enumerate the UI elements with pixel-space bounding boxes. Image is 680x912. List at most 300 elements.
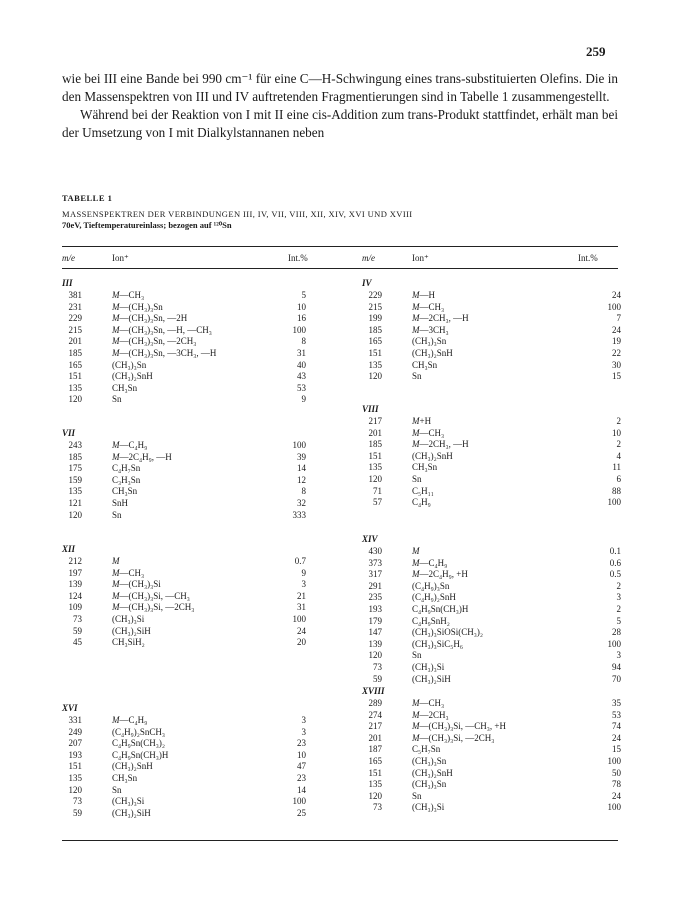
intensity-value: 24: [612, 790, 621, 801]
ion-value: (CH₃)₃Sn: [412, 779, 447, 790]
intensity-value: 100: [607, 301, 621, 312]
table-row: [362, 462, 621, 474]
intensity-value: 0.5: [609, 569, 621, 580]
intensity-value: 31: [297, 347, 306, 358]
mz-value: 165: [368, 755, 382, 766]
compound-block: [62, 542, 312, 649]
intensity-value: 100: [292, 613, 306, 624]
ion-value: M—2C₄H₉, —H: [112, 451, 172, 462]
ion-value: Sn: [112, 784, 122, 795]
intensity-value: 14: [297, 784, 306, 795]
ion-value: C₄H₇Sn: [112, 463, 141, 474]
table-row: [362, 744, 621, 756]
intensity-value: 100: [292, 796, 306, 807]
ion-value: (CH₃)₃Sn: [412, 336, 447, 347]
compound-block: [362, 684, 621, 814]
ion-value: M—(CH₃)₃Sn: [112, 301, 163, 312]
mz-value: 120: [368, 473, 382, 484]
intensity-value: 74: [612, 721, 621, 732]
table-row: [362, 427, 621, 440]
ion-value: Sn: [412, 473, 422, 484]
table-row: [362, 603, 621, 616]
mz-value: 243: [68, 440, 82, 450]
intensity-value: 21: [297, 590, 306, 601]
table-row: [362, 359, 621, 372]
table-row: [62, 394, 312, 406]
mz-value: 71: [373, 485, 382, 496]
mz-value: 147: [368, 627, 382, 638]
intensity-value: 8: [301, 336, 306, 347]
mz-value: 331: [68, 715, 82, 725]
mz-value: 73: [73, 613, 82, 624]
mz-value: 229: [68, 313, 82, 324]
ion-value: (CH₃)₃SiOSi(CH₃)₂: [412, 627, 484, 638]
table-row: [362, 650, 621, 662]
mz-value: 193: [368, 603, 382, 614]
ion-value: CH₃SiH₂: [112, 637, 145, 648]
mz-value: 59: [73, 625, 82, 636]
intensity-value: 4: [616, 450, 621, 461]
intensity-value: 39: [297, 451, 306, 462]
table-row: [362, 709, 621, 722]
compound-label: XII: [62, 544, 76, 554]
mz-value: 121: [68, 497, 82, 508]
intensity-value: 14: [297, 463, 306, 474]
mz-value: 57: [373, 497, 382, 508]
table-row: [62, 440, 312, 452]
mz-value: 139: [368, 638, 382, 649]
ion-value: (CH₃)₃Si: [112, 796, 145, 807]
ion-value: CH₃Sn: [412, 462, 438, 473]
intensity-value: 2: [616, 416, 621, 426]
intensity-value: 3: [301, 579, 306, 590]
intensity-value: 100: [292, 324, 306, 335]
compound-block: [62, 701, 312, 819]
ion-value: M—CH₃: [412, 698, 445, 708]
table-row: [62, 591, 312, 603]
table-row: [362, 497, 621, 509]
intensity-value: 23: [297, 738, 306, 749]
intensity-value: 3: [301, 726, 306, 737]
table-row: [62, 302, 312, 314]
table-top-rule: [62, 246, 618, 247]
mz-value: 120: [368, 650, 382, 661]
mz-value: 135: [368, 779, 382, 790]
mz-value: 193: [68, 749, 82, 760]
mz-value: 139: [68, 579, 82, 590]
table-row: [362, 615, 621, 628]
ion-value: C₅H₁₁: [412, 485, 434, 496]
intensity-value: 3: [616, 650, 621, 661]
table-title: MASSENSPEKTREN DER VERBINDUNGEN III, IV, VII, VIII, XII, XIV, XVI UND XVIII: [62, 209, 413, 219]
table-row: [362, 450, 621, 463]
mz-value: 235: [368, 592, 382, 603]
mz-value: 217: [368, 721, 382, 732]
table-row: [362, 347, 621, 360]
table-caption: [62, 193, 622, 231]
table-row: [362, 638, 621, 651]
compound-label: VIII: [362, 404, 379, 414]
mz-value: 59: [373, 673, 382, 684]
intensity-value: 24: [612, 324, 621, 335]
mz-value: 151: [368, 450, 382, 461]
table-subtitle: 70eV, Tieftemperatureinlass; bezogen auf ¹²⁰Sn: [62, 220, 232, 230]
table-row: [362, 779, 621, 791]
intensity-value: 23: [297, 772, 306, 783]
table-bottom-rule: [62, 840, 618, 841]
mz-value: 135: [368, 359, 382, 370]
compound-block: [62, 426, 312, 521]
intensity-value: 30: [612, 359, 621, 370]
intensity-value: 24: [612, 290, 621, 300]
table-row: [362, 790, 621, 803]
intensity-value: 50: [612, 767, 621, 778]
mz-value: 151: [368, 767, 382, 778]
intensity-value: 10: [297, 749, 306, 760]
mz-value: 199: [368, 313, 382, 324]
intensity-value: 20: [297, 637, 306, 648]
table-row: [362, 557, 621, 570]
ion-value: C₄H₉Sn(CH₃)₂: [112, 738, 166, 749]
compound-label: III: [62, 278, 73, 288]
intensity-value: 333: [292, 509, 306, 520]
mz-value: 151: [68, 371, 82, 382]
ion-value: M—(CH₃)₃Si, —CH₃, +H: [412, 721, 506, 732]
compound-label: XVIII: [362, 686, 385, 696]
intensity-value: 25: [297, 807, 306, 818]
intensity-value: 24: [612, 732, 621, 743]
ion-value: (CH₃)₃Si: [412, 661, 445, 672]
ion-value: CH₃Sn: [112, 772, 138, 783]
table-row: [362, 290, 621, 302]
table-row: [362, 336, 621, 348]
table-row: [62, 796, 312, 808]
mz-value: 109: [68, 602, 82, 613]
mz-value: 159: [68, 474, 82, 485]
ion-value: CH₃Sn: [112, 382, 138, 393]
ion-value: C₄H₉Sn(CH₃)H: [112, 749, 169, 760]
mz-value: 73: [73, 796, 82, 807]
table-row: [362, 416, 621, 428]
ion-value: M—H: [412, 290, 435, 300]
intensity-value: 100: [607, 755, 621, 766]
mz-value: 151: [68, 761, 82, 772]
mz-value: 215: [68, 324, 82, 335]
intensity-value: 100: [607, 638, 621, 649]
mz-value: 430: [368, 546, 382, 556]
intensity-value: 0.1: [609, 546, 621, 556]
table-row: [62, 750, 312, 762]
intensity-value: 3: [301, 715, 306, 725]
intensity-value: 100: [292, 440, 306, 450]
ion-value: Sn: [112, 394, 122, 405]
table-row: [62, 486, 312, 498]
ion-value: M—(CH₃)₃Sn, —3CH₃, —H: [112, 347, 217, 358]
mz-value: 231: [68, 301, 82, 312]
intensity-value: 10: [297, 301, 306, 312]
ion-value: Sn: [412, 650, 422, 661]
page-number: 259: [586, 44, 606, 59]
mz-value: 73: [373, 802, 382, 813]
mz-value: 215: [368, 301, 382, 312]
intensity-value: 0.6: [609, 557, 621, 568]
table-row: [62, 290, 312, 302]
mz-value: 120: [368, 790, 382, 801]
intensity-value: 47: [297, 761, 306, 772]
ion-value: (CH₃)₂SnH: [412, 347, 453, 358]
mz-value: 217: [368, 416, 382, 426]
mz-value: 135: [68, 382, 82, 393]
ion-value: (CH₃)₃SiC₅H₆: [412, 638, 464, 649]
ion-value: M—(CH₃)₃Si: [112, 579, 161, 590]
ion-value: M—CH₃: [112, 567, 145, 578]
mz-value: 201: [368, 732, 382, 743]
table-row: [62, 738, 312, 750]
mz-value: 135: [68, 772, 82, 783]
table-row: [62, 452, 312, 464]
ion-value: M+H: [412, 416, 432, 426]
ion-value: M—2CH₃: [412, 709, 449, 720]
table-row: [62, 325, 312, 337]
ion-value: (C₄H₉)₂SnH: [412, 592, 456, 603]
mz-value: 201: [68, 336, 82, 347]
table-row: [62, 463, 312, 475]
header-ion-left: Ion⁺: [112, 253, 129, 263]
intensity-value: 31: [297, 602, 306, 613]
table-row: [62, 602, 312, 614]
intensity-value: 43: [297, 371, 306, 382]
mz-value: 207: [68, 738, 82, 749]
intensity-value: 22: [612, 347, 621, 358]
mz-value: 120: [368, 371, 382, 382]
mz-value: 249: [68, 726, 82, 737]
table-row: [62, 579, 312, 591]
intensity-value: 15: [612, 371, 621, 382]
mz-value: 73: [373, 661, 382, 672]
intensity-value: 35: [612, 698, 621, 708]
ion-value: C₄H₉: [412, 497, 431, 508]
table-row: [62, 626, 312, 638]
mz-value: 59: [73, 807, 82, 818]
ion-value: M—(CH₃)₃Si, —2CH₃: [412, 732, 495, 743]
mz-value: 187: [368, 744, 382, 755]
table-row: [362, 732, 621, 745]
intensity-value: 88: [612, 485, 621, 496]
mz-value: 197: [68, 567, 82, 578]
table-row: [62, 475, 312, 487]
table-row: [62, 785, 312, 797]
ion-value: (CH₃)₂SnH: [412, 450, 453, 461]
ion-value: (CH₃)₂SnH: [412, 767, 453, 778]
table-row: [362, 569, 621, 581]
ion-value: CH₃Sn: [112, 486, 138, 497]
ion-value: M: [412, 546, 420, 556]
compound-block: [62, 276, 312, 406]
compound-block: [362, 532, 621, 685]
table-row: [362, 439, 621, 451]
table-row: [362, 767, 621, 780]
ion-value: Sn: [412, 371, 422, 382]
intensity-value: 10: [612, 427, 621, 438]
mz-value: 151: [368, 347, 382, 358]
table-row: [62, 773, 312, 785]
mz-value: 229: [368, 290, 382, 300]
mz-value: 120: [68, 784, 82, 795]
header-mz-left: m/e: [62, 253, 75, 263]
table-row: [362, 324, 621, 337]
mz-value: 120: [68, 394, 82, 405]
intensity-value: 24: [297, 625, 306, 636]
table-label: TABELLE 1: [62, 193, 113, 203]
ion-value: M—C₄H₉: [412, 557, 448, 568]
mz-value: 165: [68, 359, 82, 370]
ion-value: (CH₃)₂SiH: [412, 673, 451, 684]
table-row: [362, 485, 621, 498]
ion-value: (CH₃)₃Si: [112, 613, 145, 624]
compound-block: [362, 402, 621, 509]
intensity-value: 7: [616, 313, 621, 324]
intensity-value: 6: [616, 473, 621, 484]
intensity-value: 2: [616, 603, 621, 614]
intensity-value: 2: [616, 439, 621, 450]
intensity-value: 3: [616, 592, 621, 603]
table-row: [62, 568, 312, 580]
ion-value: (CH₃)₂SiH: [112, 807, 151, 818]
table-row: [362, 371, 621, 383]
table-header-rule: [62, 268, 618, 269]
paragraph: wie bei III eine Bande bei 990 cm⁻¹ für eine C—H-Schwingung eines trans-substituierten Olefins. Die in den Massenspektren von III und IV auftretenden Fragmentierungen sind in Tabelle 1 zusammengestellt.: [62, 71, 618, 104]
intensity-value: 40: [297, 359, 306, 370]
mz-value: 373: [368, 557, 382, 568]
table-row: [62, 715, 312, 727]
header-int-left: Int.%: [288, 253, 308, 263]
intensity-value: 53: [612, 709, 621, 720]
header-ion-right: Ion⁺: [412, 253, 429, 263]
table-row: [62, 360, 312, 372]
mz-value: 185: [68, 347, 82, 358]
intensity-value: 70: [612, 673, 621, 684]
mz-value: 212: [68, 556, 82, 566]
ion-value: (CH₃)₃Sn: [112, 359, 147, 370]
table-row: [62, 510, 312, 522]
ion-value: C₅H₇Sn: [412, 744, 441, 755]
mz-value: 120: [68, 509, 82, 520]
intensity-value: 94: [612, 661, 621, 672]
intensity-value: 5: [616, 615, 621, 626]
table-row: [362, 661, 621, 674]
intensity-value: 9: [301, 567, 306, 578]
ion-value: C₃H₃Sn: [112, 474, 141, 485]
intensity-value: 78: [612, 779, 621, 790]
ion-value: M—CH₃: [412, 427, 445, 438]
ion-value: (CH₃)₂SnH: [112, 371, 153, 382]
table-row: [62, 727, 312, 739]
ion-value: (CH₃)₃Sn: [412, 755, 447, 766]
ion-value: M—2CH₃, —H: [412, 439, 469, 450]
header-mz-right: m/e: [362, 253, 375, 263]
intensity-value: 32: [297, 497, 306, 508]
header-int-right: Int.%: [578, 253, 598, 263]
mz-value: 179: [368, 615, 382, 626]
ion-value: CH₃Sn: [412, 359, 438, 370]
table-row: [62, 556, 312, 568]
table-row: [62, 336, 312, 348]
intensity-value: 11: [612, 462, 621, 473]
intensity-value: 15: [612, 744, 621, 755]
mz-value: 274: [368, 709, 382, 720]
intensity-value: 2: [616, 580, 621, 591]
ion-value: M—CH₃: [412, 301, 445, 312]
table-row: [362, 580, 621, 593]
table-row: [62, 637, 312, 649]
ion-value: M—3CH₃: [412, 324, 449, 335]
mz-value: 381: [68, 290, 82, 300]
ion-value: M—(CH₃)₃Si, —CH₃: [112, 590, 190, 601]
ion-value: M—(CH₃)₃Sn, —2CH₃: [112, 336, 197, 347]
table-row: [62, 498, 312, 510]
table-row: [62, 348, 312, 360]
intensity-value: 8: [301, 486, 306, 497]
ion-value: C₄H₉SnH₂: [412, 615, 450, 626]
intensity-value: 53: [297, 382, 306, 393]
intensity-value: 5: [301, 290, 306, 300]
compound-label: VII: [62, 428, 76, 438]
table-row: [362, 627, 621, 639]
intensity-value: 16: [297, 313, 306, 324]
table-row: [362, 313, 621, 325]
mz-value: 289: [368, 698, 382, 708]
compound-label: IV: [362, 278, 372, 288]
ion-value: M—(CH₃)₃Sn, —2H: [112, 313, 188, 324]
compound-label: XIV: [362, 534, 378, 544]
mz-value: 124: [68, 590, 82, 601]
table-row: [362, 592, 621, 604]
mz-value: 135: [368, 462, 382, 473]
table-row: [62, 383, 312, 395]
mz-value: 185: [368, 439, 382, 450]
table-row: [62, 808, 312, 820]
mz-value: 175: [68, 463, 82, 474]
mz-value: 185: [368, 324, 382, 335]
intensity-value: 19: [612, 336, 621, 347]
mz-value: 317: [368, 569, 382, 580]
table-row: [362, 301, 621, 314]
mz-value: 185: [68, 451, 82, 462]
ion-value: (CH₃)₂SiH: [112, 625, 151, 636]
intensity-value: 100: [607, 802, 621, 813]
mz-value: 201: [368, 427, 382, 438]
table-row: [62, 614, 312, 626]
table-row: [362, 721, 621, 733]
ion-value: C₄H₉Sn(CH₃)H: [412, 603, 469, 614]
ion-value: (C₄H₉)₂SnCH₃: [112, 726, 166, 737]
mz-value: 135: [68, 486, 82, 497]
intensity-value: 28: [612, 627, 621, 638]
table-row: [62, 371, 312, 383]
mz-value: 291: [368, 580, 382, 591]
ion-value: (C₄H₉)₃Sn: [412, 580, 450, 591]
paragraph: Während bei der Reaktion von I mit II eine cis-Addition zum trans-Produkt stattfindet, erhält man bei der Umsetzung von I mit Dialkylstannanen neben: [62, 107, 618, 140]
table-row: [362, 802, 621, 814]
intensity-value: 9: [301, 394, 306, 405]
ion-value: M—C₄H₉: [112, 715, 148, 725]
table-row: [362, 698, 621, 710]
ion-value: M—CH₃: [112, 290, 145, 300]
table-row: [62, 313, 312, 325]
intensity-value: 100: [607, 497, 621, 508]
ion-value: SnH: [112, 497, 129, 508]
ion-value: (CH₃)₃Si: [412, 802, 445, 813]
